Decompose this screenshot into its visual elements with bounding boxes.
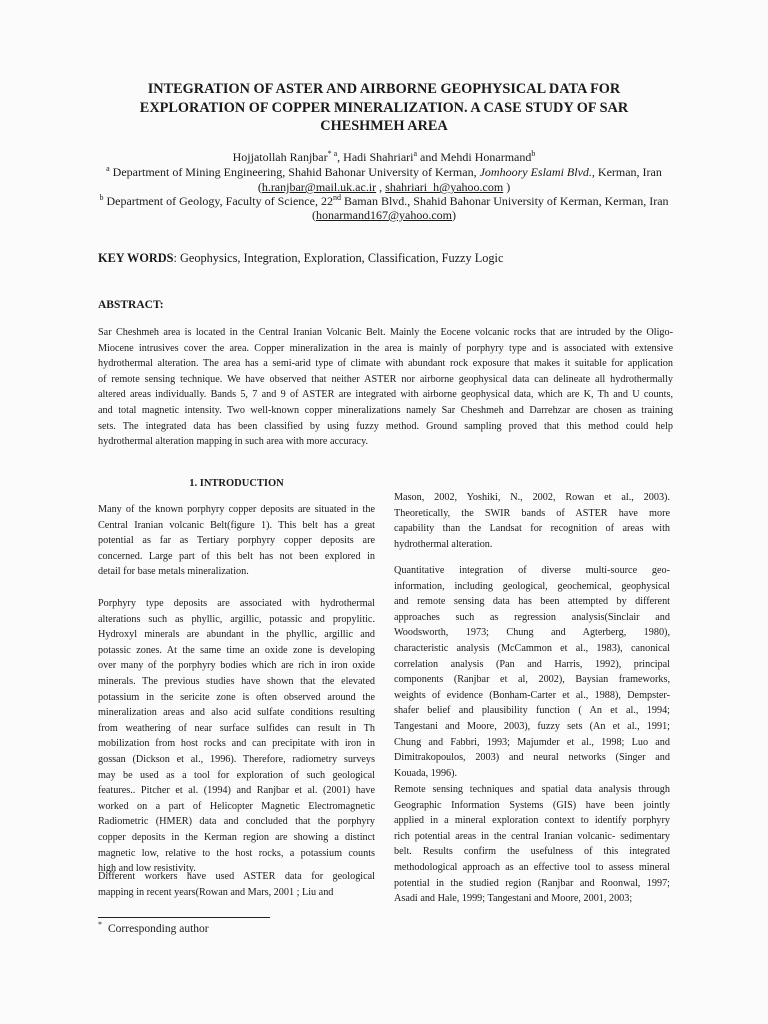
paren: (: [257, 180, 262, 194]
author-superscript: a: [413, 149, 418, 158]
paragraph-line: may be used as a tool for exploration of such geological: [98, 769, 375, 781]
paragraph-line: magnetic low, relative to the host rocks, a potassium counts: [98, 847, 375, 859]
paragraph-line: belt. Results confirm the usefulness of this integrated: [394, 846, 670, 858]
paragraph-line: worked on a part of Helicopter Magnetic Electromagnetic: [98, 800, 375, 812]
paragraph-line: Porphyry type deposits are associated with hydrothermal: [98, 598, 375, 609]
email-link-shahriari[interactable]: shahriari_h@yahoo.com: [385, 180, 504, 194]
author-superscript: * a: [327, 149, 338, 158]
paragraph-line: shafer belief and plausibility function ( An et al., 1994;: [394, 705, 670, 717]
affiliation-city: Kerman, Iran: [594, 165, 662, 179]
abstract-line: Sar Cheshmeh area is located in the Central Iranian Volcanic Belt. Mainly the Eocene volcanic rocks that are intruded by the Oligo-: [98, 327, 673, 338]
paragraph-line: correlation analysis (Pan and Harris, 1992), principal: [394, 658, 670, 670]
title-line: EXPLORATION OF COPPER MINERALIZATION. A CASE STUDY OF SAR: [139, 99, 629, 116]
paragraph-line: components (Ranjbar et al, 2002), Baysian frameworks,: [394, 674, 670, 686]
paragraph-line: Different workers have used ASTER data for geological: [98, 871, 375, 882]
affiliation-b: [60, 194, 708, 208]
abstract-line: Miocene intrusives cover the area. Copper mineralization in the area is mainly of porphyry type and is associated with extensive: [98, 342, 673, 354]
author-name: , Hadi Shahriari: [337, 150, 414, 164]
paragraph-line: mobilization from host rocks and can precipitate with iron in: [98, 738, 375, 750]
paragraph-line: approaches such as regression analysis(Sinclair and: [394, 611, 670, 623]
paragraph-line: potassium in the sericite zone is often observed around the: [98, 691, 375, 703]
right-column-paragraph-1: [394, 490, 670, 552]
paragraph-line: and remote sensing data has been attempted by different: [394, 596, 670, 608]
paragraph-line: potential as far as Tertiary porphyry copper deposits are: [98, 535, 375, 547]
author-superscript: b: [531, 149, 536, 158]
paragraph-line: minerals. The previous studies have shown that the elevated: [98, 675, 375, 687]
left-column-paragraph-3: [98, 869, 375, 900]
paragraph-line: potassic zones. At the same time an oxide zone is developing: [98, 644, 375, 656]
author-list: [60, 150, 708, 164]
paragraph-line: characteristic analysis (McCammon et al., 1983), canonical: [394, 642, 670, 654]
paragraph-line: capability than the Landsat for recognition of areas with: [394, 523, 670, 535]
right-column-paragraph-2: [394, 563, 670, 781]
paragraph-line: hydrothermal alteration.: [394, 538, 493, 550]
paragraph-line: features.. Pitcher et al. (1994) and Ranjbar et al. (2001) have: [98, 785, 375, 797]
paragraph-line: applied in a mineral exploration context to identify porphyry: [394, 815, 670, 827]
right-column-paragraph-3: [394, 782, 670, 907]
affiliation-text: Department of Geology, Faculty of Science, 22: [103, 194, 333, 208]
keywords: [98, 251, 503, 266]
footnote: [98, 920, 209, 935]
paragraph-line: weights of evidence (Bonham-Carter et al., 1988), Dempster-: [394, 689, 670, 701]
paragraph-line: Central Iranian volcanic Belt(figure 1). This belt has a great: [98, 519, 375, 531]
email-link-ranjbar[interactable]: h.ranjbar@mail.uk.ac.ir: [261, 180, 377, 194]
left-column-paragraph-2: [98, 596, 375, 877]
paragraph-line: from weathering of near surface sulfides can result in Th: [98, 722, 375, 734]
paragraph-line: copper deposits in the Kerman region are showing a distinct: [98, 831, 375, 843]
affiliation-a-emails: [60, 180, 708, 194]
paragraph-line: Dimitrakopoulos, 2003) and neural networks (Singer and: [394, 752, 670, 764]
paragraph-line: potential in the studied region (Ranjbar and Roonwal, 1997;: [394, 877, 670, 889]
title-line: INTEGRATION OF ASTER AND AIRBORNE GEOPHYSICAL DATA FOR: [147, 81, 621, 97]
affiliation-street: Jomhoory Eslami Blvd.,: [479, 165, 595, 179]
abstract-line: sets. The integrated data has been classified by using fuzzy method. Ground sampling proved that this method could help: [98, 420, 673, 432]
footnote-divider: [98, 917, 270, 918]
paren: (: [311, 208, 316, 222]
paragraph-line: Chung and Fabbri, 1993; Majumder et al., 1998; Luo and: [394, 736, 670, 748]
paragraph-line: methodological approach as an effective tool to assess mineral: [394, 861, 670, 873]
affiliation-marker: a: [106, 164, 110, 173]
paragraph-line: gossan (Dickson et al., 1996). Therefore, radiometry surveys: [98, 753, 375, 765]
affiliation-marker: b: [99, 193, 104, 202]
keywords-label: KEY WORDS: [98, 251, 174, 265]
email-link-honarmand[interactable]: honarmand167@yahoo.com: [315, 208, 453, 222]
paragraph-line: Quantitative integration of diverse multi-source geo-: [394, 565, 670, 576]
paragraph-line: mapping in recent years(Rowan and Mars, 2001 ; Liu and: [98, 886, 334, 898]
paren: ): [503, 180, 511, 194]
paragraph-line: high and low resistivity.: [98, 863, 196, 875]
paragraph-line: alterations such as phyllic, argillic, potassic and propylitic.: [98, 613, 375, 625]
paragraph-line: mineralization areas and also acid sulfate conditions resulting: [98, 707, 375, 719]
abstract-line: altered areas individually. Bands 5, 7 and 9 of ASTER are integrated with airborne geophysical data, which are K, Th and U counts,: [98, 389, 673, 401]
paragraph-line: Radiometric (HMER) data and concluded that the porphyry: [98, 816, 375, 828]
footnote-marker: *: [98, 920, 102, 929]
abstract-line: hydrothermal alteration. The area has a semi-arid type of climate with abundant rock exposure that makes it suitable for application: [98, 358, 673, 370]
paragraph-line: Kouada, 1996).: [394, 767, 458, 779]
affiliation-a: [60, 165, 708, 179]
author-name: Hojjatollah Ranjbar: [232, 150, 328, 164]
abstract-body: [98, 325, 673, 450]
author-name: and Mehdi Honarmand: [417, 150, 532, 164]
abstract-line: of remote sensing technique. We have observed that neither ASTER nor airborne geophysical data can delineate all hydrothermally: [98, 373, 673, 385]
paragraph-line: Asadi and Hale, 1999; Tangestani and Moore, 2001, 2003;: [394, 893, 633, 905]
title-line: CHESHMEH AREA: [320, 118, 448, 134]
paragraph-line: Theoretically, the SWIR bands of ASTER have more: [394, 507, 670, 519]
paper-title: [120, 80, 648, 136]
abstract-heading: ABSTRACT:: [98, 299, 164, 311]
paragraph-line: Hydroxyl minerals are abundant in the phyllic, argillic and: [98, 629, 375, 641]
paragraph-line: rich potential areas in the central Iranian volcanic- sedimentary: [394, 830, 670, 842]
affiliation-text: Baman Blvd., Shahid Bahonar University of Kerman, Kerman, Iran: [340, 194, 669, 208]
paragraph-line: detail for base metals mineralization.: [98, 566, 249, 578]
paragraph-line: information, including geological, geochemical, geophysical: [394, 580, 670, 592]
paragraph-line: over many of the porphyry bodies which are rich in iron oxide: [98, 660, 375, 672]
paragraph-line: Tangestani and Moore, 2003), fuzzy sets (An et al., 1991;: [394, 720, 670, 732]
paragraph-line: Mason, 2002, Yoshiki, N., 2002, Rowan et al., 2003).: [394, 492, 670, 503]
affiliation-b-email: [60, 208, 708, 222]
abstract-line: and total magnetic intensity. Two well-known copper mineralizations namely Sar Cheshmeh and Darrehzar are chosen as training: [98, 404, 673, 416]
paragraph-line: Woodsworth, 1973; Chung and Agterberg, 1980),: [394, 627, 670, 639]
footnote-text: Corresponding author: [108, 923, 209, 935]
paragraph-line: Geographic Information Systems (GIS) have been jointly: [394, 799, 670, 811]
paragraph-line: Many of the known porphyry copper deposits are situated in the: [98, 504, 375, 515]
keywords-text: : Geophysics, Integration, Exploration, Classification, Fuzzy Logic: [173, 251, 504, 265]
left-column-paragraph-1: [98, 502, 375, 580]
paragraph-line: Remote sensing techniques and spatial data analysis through: [394, 784, 670, 795]
paragraph-line: concerned. Large part of this belt has not been explored in: [98, 550, 375, 562]
paren: ): [452, 208, 457, 222]
separator: ,: [376, 180, 386, 194]
affiliation-text: Department of Mining Engineering, Shahid Bahonar University of Kerman,: [109, 165, 480, 179]
abstract-line: hydrothermal alteration mapping in such area with more accuracy.: [98, 436, 369, 448]
section-heading-introduction: 1. INTRODUCTION: [189, 478, 284, 489]
ordinal-suffix: nd: [332, 193, 341, 202]
